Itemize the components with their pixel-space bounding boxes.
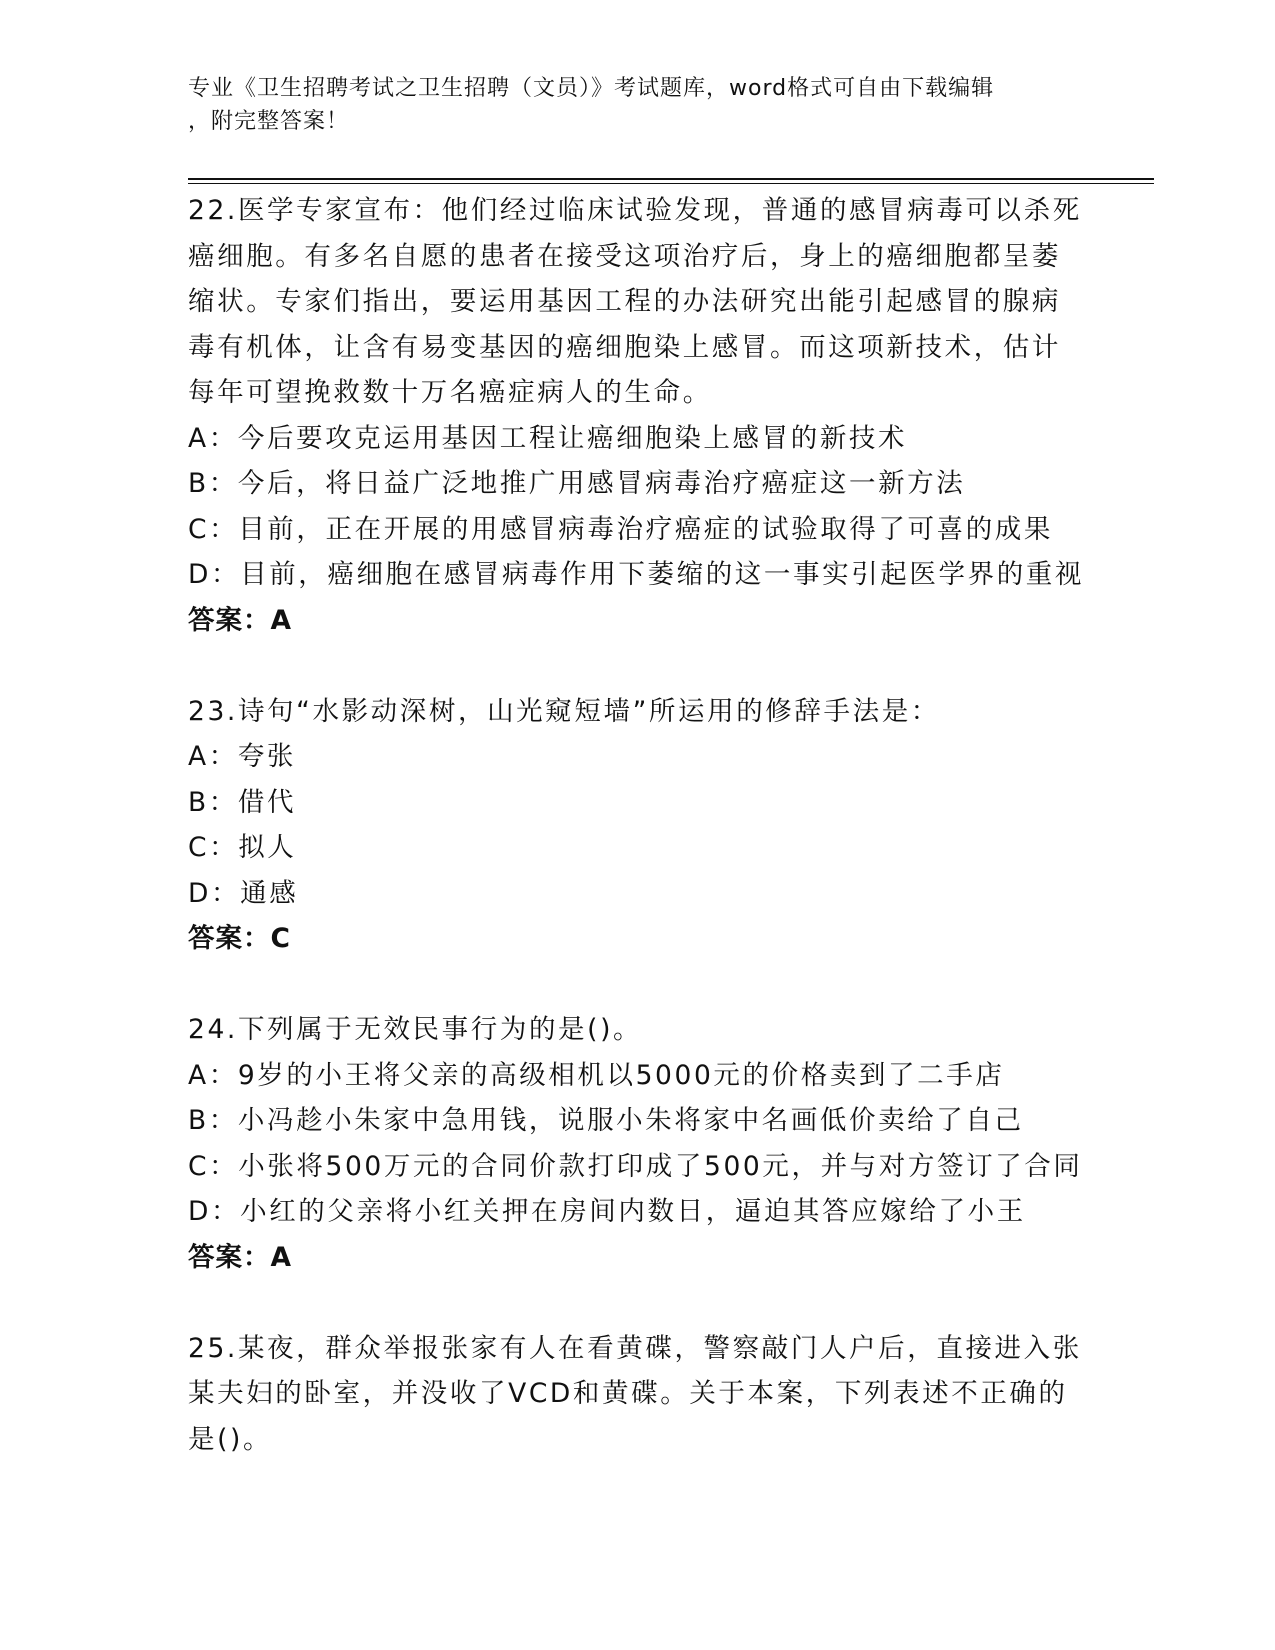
question-24 bbox=[188, 1007, 1088, 1280]
question-stem: 25.某夜，群众举报张家有人在看黄碟，警察敲门人户后，直接进入张某夫妇的卧室，并没收了VCD和黄碟。关于本案，下列表述不正确的是()。 bbox=[188, 1332, 1082, 1455]
option-c: C：目前，正在开展的用感冒病毒治疗癌症的试验取得了可喜的成果 bbox=[188, 513, 1054, 545]
answer-line: 答案：A bbox=[188, 604, 293, 636]
question-25 bbox=[188, 1326, 1088, 1463]
answer-line: 答案：C bbox=[188, 923, 291, 954]
option-d: D：目前，癌细胞在感冒病毒作用下萎缩的这一事实引起医学界的重视 bbox=[188, 559, 1085, 590]
document-header bbox=[188, 72, 1068, 138]
option-a: A：今后要攻克运用基因工程让癌细胞染上感冒的新技术 bbox=[188, 422, 908, 454]
header-line-1: 专业《卫生招聘考试之卫生招聘（文员）》考试题库，word格式可自由下载编辑 bbox=[188, 76, 995, 101]
header-divider-thin bbox=[188, 183, 1154, 184]
option-d: D：通感 bbox=[188, 877, 299, 909]
option-c: C：拟人 bbox=[188, 832, 297, 863]
question-23 bbox=[188, 689, 1088, 962]
question-list bbox=[188, 188, 1088, 1508]
answer-line: 答案：A bbox=[188, 1241, 293, 1273]
option-c: C：小张将500万元的合同价款打印成了500元，并与对方签订了合同 bbox=[188, 1150, 1083, 1182]
question-22 bbox=[188, 188, 1088, 643]
option-b: B：借代 bbox=[188, 786, 297, 818]
option-a: A：夸张 bbox=[188, 741, 297, 772]
option-a: A：9岁的小王将父亲的高级相机以5000元的价格卖到了二手店 bbox=[188, 1059, 1005, 1091]
question-stem: 23.诗句“水影动深树，山光窥短墙”所运用的修辞手法是： bbox=[188, 695, 940, 727]
option-b: B：小冯趁小朱家中急用钱，说服小朱将家中名画低价卖给了自己 bbox=[188, 1105, 1024, 1136]
option-b: B：今后，将日益广泛地推广用感冒病毒治疗癌症这一新方法 bbox=[188, 468, 966, 499]
header-line-2: ，附完整答案！ bbox=[188, 109, 350, 134]
question-stem: 22.医学专家宣布：他们经过临床试验发现，普通的感冒病毒可以杀死癌细胞。有多名自愿的患者在接受这项治疗后，身上的癌细胞都呈萎缩状。专家们指出，要运用基因工程的办法研究出能引起感冒的腺病毒有机体，让含有易变基因的癌细胞染上感冒。而这项新技术，估计每年可望挽救数十万名癌症病人的生命。 bbox=[188, 195, 1082, 408]
question-stem: 24.下列属于无效民事行为的是()。 bbox=[188, 1014, 643, 1045]
option-d: D：小红的父亲将小红关押在房间内数日，逼迫其答应嫁给了小王 bbox=[188, 1196, 1026, 1227]
header-divider-thick bbox=[188, 178, 1154, 180]
